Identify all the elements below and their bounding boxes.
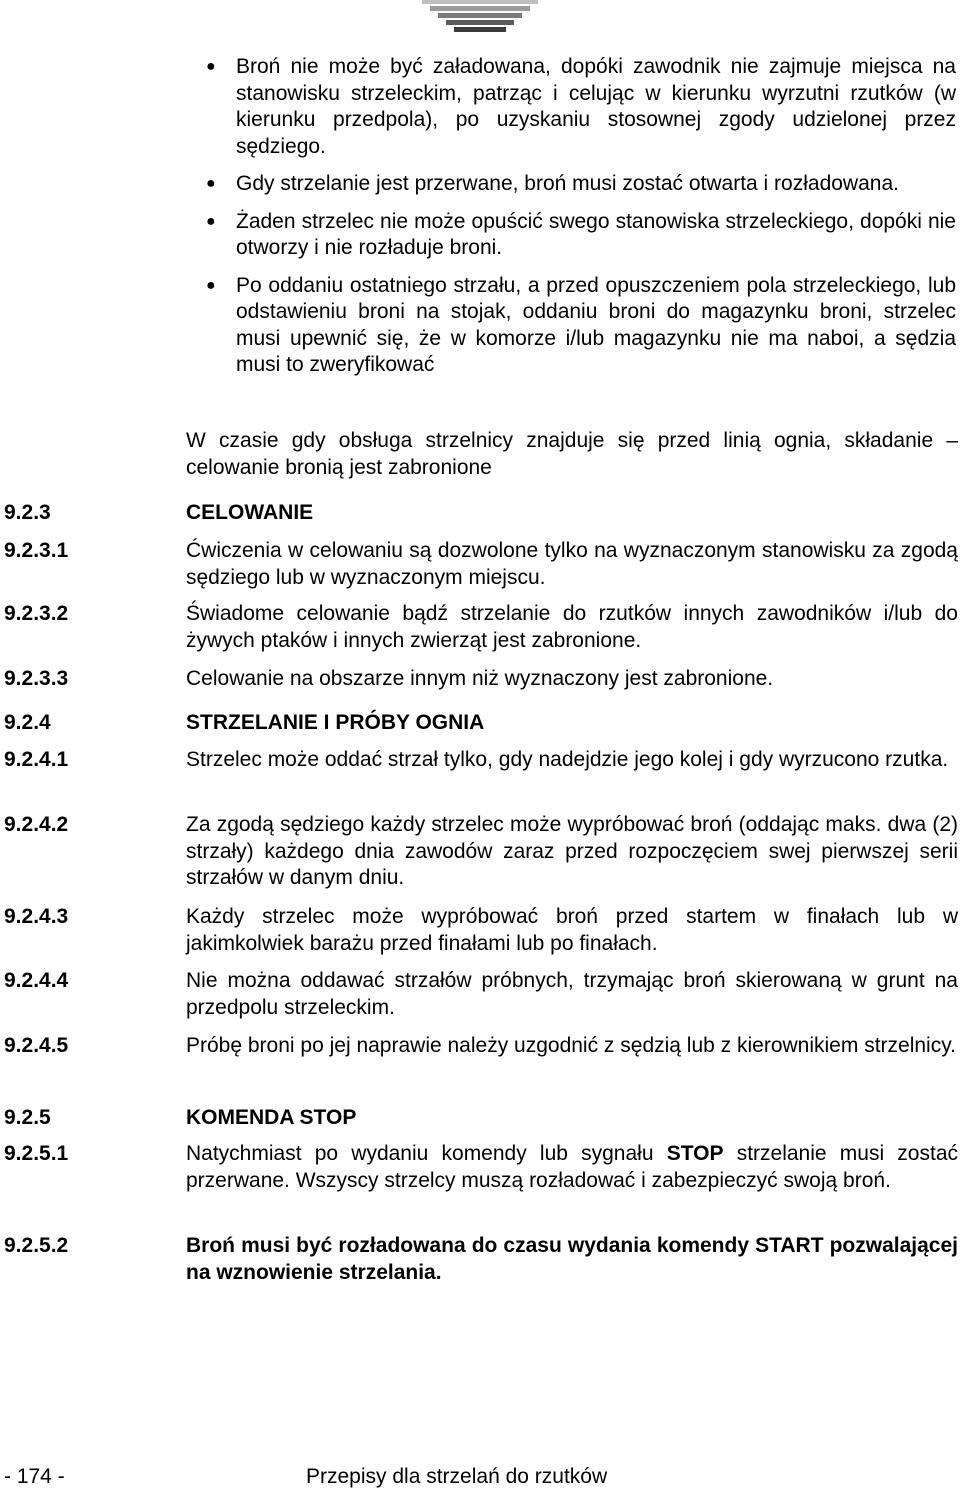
section-title: CELOWANIE xyxy=(186,501,314,524)
stacked-bars-logo-icon xyxy=(420,0,540,40)
bullet-icon: ● xyxy=(206,276,216,294)
rule-text-end: strzelanie musi zostać przerwane. Wszyscy strzelcy muszą rozładować i zabezpieczyć swoją broń. xyxy=(186,1142,958,1192)
bullet-icon: ● xyxy=(206,212,216,230)
stop-command-text: STOP xyxy=(666,1142,724,1165)
bullet-text: Po oddaniu ostatniego strzału, a przed opuszczeniem pola strzeleckiego, lub odstawieniu broni na stojak, oddaniu broni do magazynku broni, strzelec musi upewnić się, że w komorze i/lub magazynku nie ma naboi, a sędzia musi to zweryfikować xyxy=(236,273,956,376)
rule-number: 9.2.4.3 xyxy=(4,905,69,928)
safety-bullet-list xyxy=(200,54,956,390)
rule-number: 9.2.5.1 xyxy=(4,1142,69,1165)
rule-number: 9.2.3.1 xyxy=(4,539,69,562)
list-item xyxy=(200,171,956,198)
rule-number: 9.2.4.4 xyxy=(4,969,69,992)
rule-number: 9.2.4.5 xyxy=(4,1034,69,1057)
rule-text: Każdy strzelec może wypróbować broń przed startem w finałach lub w jakimkolwiek barażu przed finałami lub po finałach. xyxy=(186,905,958,955)
list-item xyxy=(200,273,956,379)
section-number: 9.2.4 xyxy=(4,711,51,734)
rule-text: Świadome celowanie bądź strzelanie do rzutków innych zawodników i/lub do żywych ptaków i innych zwierząt jest zabronione. xyxy=(186,602,958,652)
rule-number: 9.2.4.2 xyxy=(4,813,69,836)
footer-title: Przepisy dla strzelań do rzutków xyxy=(306,1465,608,1488)
rule-number: 9.2.4.1 xyxy=(4,748,69,771)
rule-text xyxy=(186,1141,958,1194)
list-item xyxy=(200,209,956,262)
rule-text: Strzelec może oddać strzał tylko, gdy nadejdzie jego kolej i gdy wyrzucono rzutka. xyxy=(186,748,949,771)
bullet-icon: ● xyxy=(206,175,216,192)
page-number: - 174 - xyxy=(4,1465,65,1488)
list-item xyxy=(200,54,956,160)
rule-text-start: Natychmiast po wydaniu komendy lub sygnału xyxy=(186,1142,667,1165)
section-number: 9.2.5 xyxy=(4,1106,51,1129)
bullet-text: Broń nie może być załadowana, dopóki zawodnik nie zajmuje miejsca na stanowisku strzeleckim, patrząc i celując w kierunku wyrzutni rzutków (w kierunku przedpola), po uzyskaniu stosownej zgody udzielonej przez sędziego. xyxy=(236,55,956,158)
rule-number: 9.2.5.2 xyxy=(4,1234,69,1257)
rule-text: Za zgodą sędziego każdy strzelec może wypróbować broń (oddając maks. dwa (2) strzały) każdego dnia zawodów zaraz przed rozpoczęciem swej pierwszej serii strzałów w danym dniu. xyxy=(186,813,958,889)
rule-number: 9.2.3.2 xyxy=(4,602,69,625)
rule-text: Nie można oddawać strzałów próbnych, trzymając broń skierowaną w grunt na przedpolu strzeleckim. xyxy=(186,969,958,1019)
rule-text: Próbę broni po jej naprawie należy uzgodnić z sędzią lub z kierownikiem strzelnicy. xyxy=(186,1034,956,1057)
bullet-text: Gdy strzelanie jest przerwane, broń musi zostać otwarta i rozładowana. xyxy=(236,172,899,195)
rule-text: Broń musi być rozładowana do czasu wydania komendy START pozwalającej na wznowienie strzelania. xyxy=(186,1234,958,1284)
range-staff-note: W czasie gdy obsługa strzelnicy znajduje się przed linią ognia, składanie – celowanie bronią jest zabronione xyxy=(186,429,958,479)
section-title: STRZELANIE I PRÓBY OGNIA xyxy=(186,711,485,734)
bullet-icon: ● xyxy=(206,58,216,75)
rule-text: Celowanie na obszarze innym niż wyznaczony jest zabronione. xyxy=(186,667,774,690)
rule-number: 9.2.3.3 xyxy=(4,667,69,690)
bullet-text: Żaden strzelec nie może opuścić swego stanowiska strzeleckiego, dopóki nie otworzy i nie rozładuje broni. xyxy=(236,209,956,259)
rule-text: Ćwiczenia w celowaniu są dozwolone tylko na wyznaczonym stanowisku za zgodą sędziego lub w wyznaczonym miejscu. xyxy=(186,539,958,589)
section-title: KOMENDA STOP xyxy=(186,1106,357,1129)
section-number: 9.2.3 xyxy=(4,501,51,524)
